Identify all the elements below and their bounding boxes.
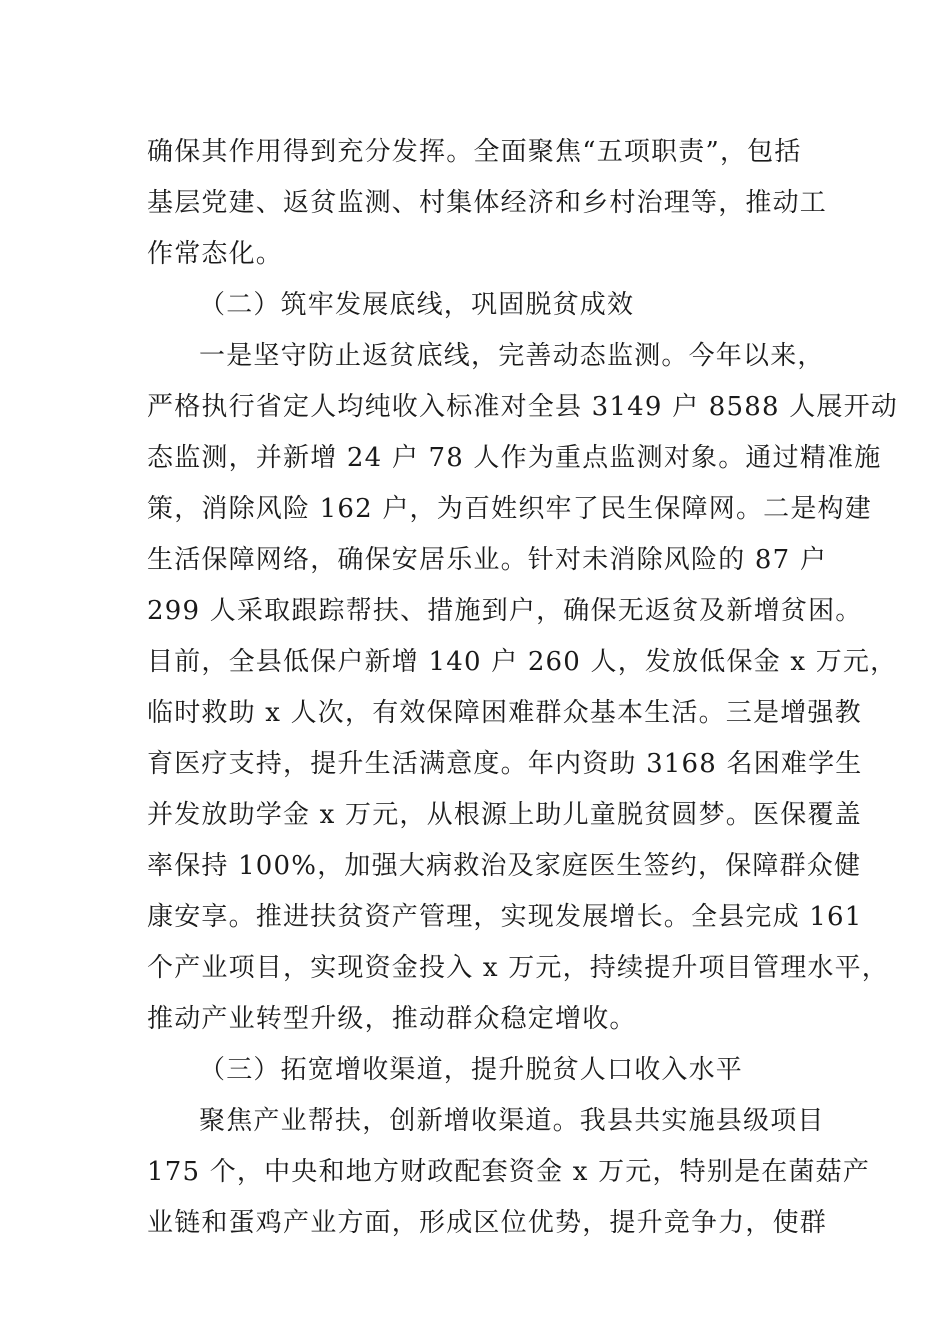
text-line: 严格执行省定人均纯收入标准对全县 3149 户 8588 人展开动	[147, 392, 898, 422]
text-line: 推动产业转型升级，推动群众稳定增收。	[147, 1004, 637, 1034]
text-line: 299 人采取跟踪帮扶、措施到户，确保无返贫及新增贫困。	[147, 596, 863, 626]
text-line: 基层党建、返贫监测、村集体经济和乡村治理等，推动工	[147, 188, 828, 218]
text-line: 一是坚守防止返贫底线，完善动态监测。今年以来，	[199, 341, 825, 371]
text-line: 生活保障网络，确保安居乐业。针对未消除风险的 87 户	[147, 545, 828, 575]
section-heading-3: （三）拓宽增收渠道，提升脱贫人口收入水平	[199, 1055, 744, 1085]
text-line: 态监测，并新增 24 户 78 人作为重点监测对象。通过精准施	[147, 443, 882, 473]
text-line: 业链和蛋鸡产业方面，形成区位优势，提升竞争力，使群	[147, 1208, 828, 1238]
text-line: 率保持 100%，加强大病救治及家庭医生签约，保障群众健	[147, 851, 862, 881]
text-line: 并发放助学金 x 万元，从根源上助儿童脱贫圆梦。医保覆盖	[147, 800, 862, 830]
text-line: 确保其作用得到充分发挥。全面聚焦“五项职责”，包括	[147, 137, 802, 167]
text-line: 作常态化。	[147, 239, 284, 269]
text-line: 个产业项目，实现资金投入 x 万元，持续提升项目管理水平，	[147, 953, 889, 983]
text-line: 聚焦产业帮扶，创新增收渠道。我县共实施县级项目	[199, 1106, 825, 1136]
section-heading-2: （二）筑牢发展底线，巩固脱贫成效	[199, 290, 635, 320]
text-line: 目前，全县低保户新增 140 户 260 人，发放低保金 x 万元，	[147, 647, 898, 677]
text-line: 育医疗支持，提升生活满意度。年内资助 3168 名困难学生	[147, 749, 863, 779]
text-line: 康安享。推进扶贫资产管理，实现发展增长。全县完成 161	[147, 902, 863, 932]
text-line: 策，消除风险 162 户，为百姓织牢了民生保障网。二是构建	[147, 494, 872, 524]
text-line: 175 个，中央和地方财政配套资金 x 万元，特别是在菌菇产	[147, 1157, 871, 1187]
text-line: 临时救助 x 人次，有效保障困难群众基本生活。三是增强教	[147, 698, 862, 728]
